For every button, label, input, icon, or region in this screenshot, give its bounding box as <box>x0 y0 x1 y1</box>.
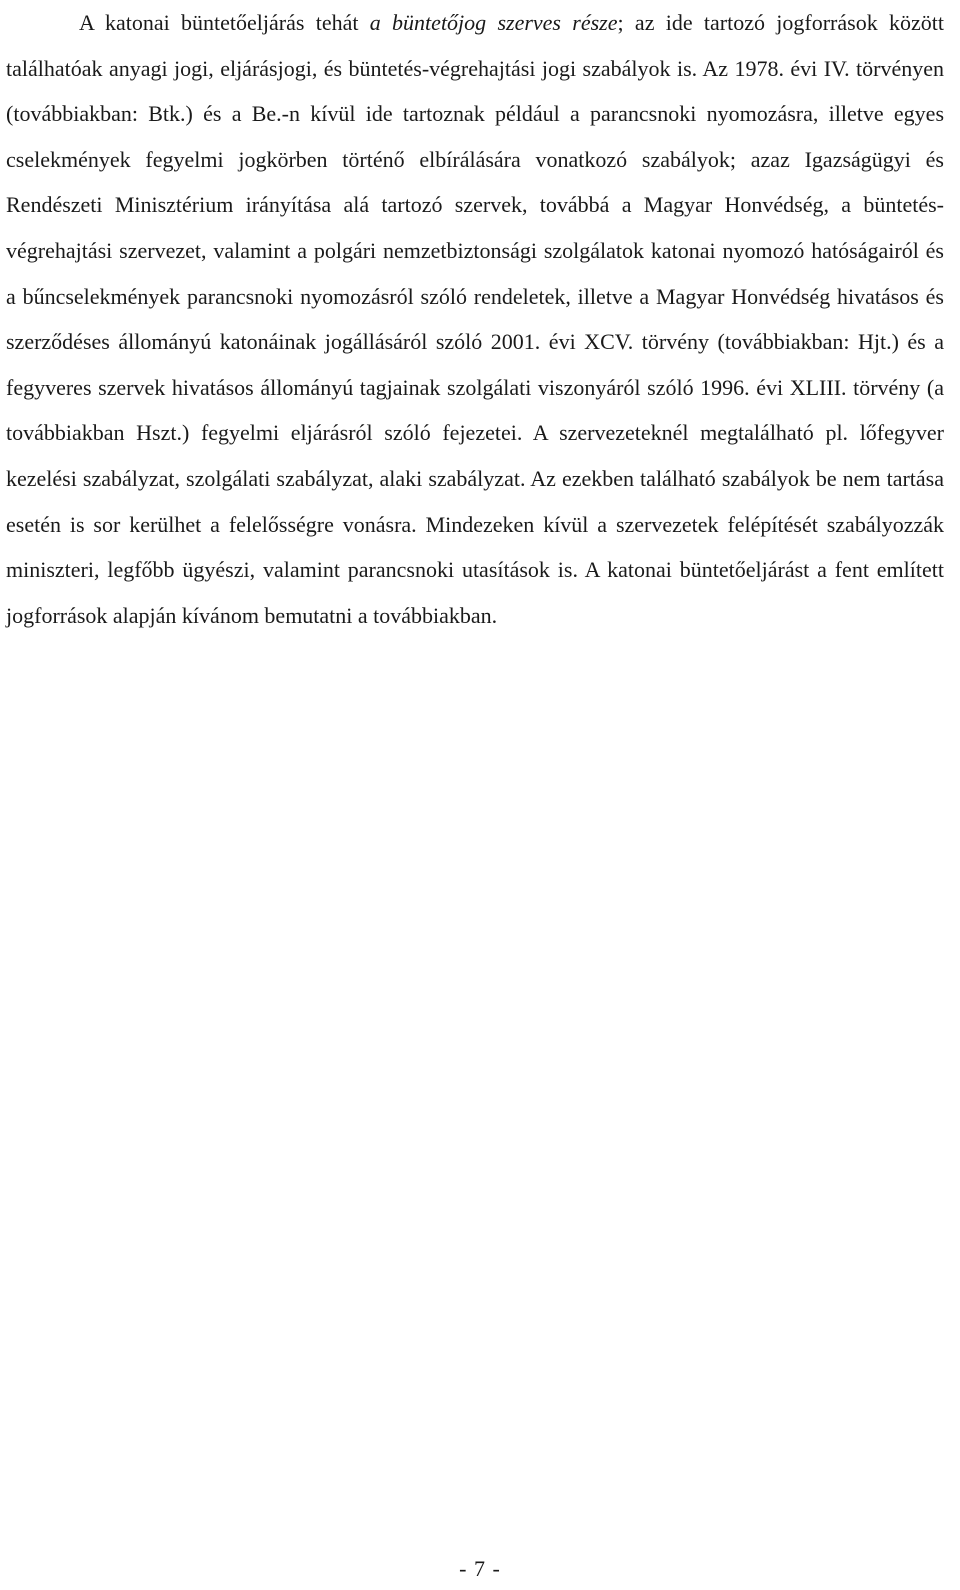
body-paragraph <box>6 0 944 638</box>
paragraph-emphasis: a büntetőjog szerves része <box>369 10 618 35</box>
paragraph-text-start: A katonai büntetőeljárás tehát <box>79 10 370 35</box>
page-number: - 7 - <box>459 1556 501 1581</box>
paragraph-text-rest: ; az ide tartozó jogforrások között találhatóak anyagi jogi, eljárásjogi, és büntetés-végrehajtási jogi szabályok is. Az 1978. évi IV. törvényen (továbbiakban: Btk.) és a Be.-n kívül ide tartoznak például a parancsnoki nyomozásra, illetve egyes cselekmények fegyelmi jogkörben történő elbírálására vonatkozó szabályok; azaz Igazságügyi és Rendészeti Minisztérium irányítása alá tartozó szervek, továbbá a Magyar Honvédség, a büntetés-végrehajtási szervezet, valamint a polgári nemzetbiztonsági szolgálatok katonai nyomozó hatóságairól és a bűncselekmények parancsnoki nyomozásról szóló rendeletek, illetve a Magyar Honvédség hivatásos és szerződéses állományú katonáinak jogállásáról szóló 2001. évi XCV. törvény (továbbiakban: Hjt.) és a fegyveres szervek hivatásos állományú tagjainak szolgálati viszonyáról szóló 1996. évi XLIII. törvény (a továbbiakban Hszt.) fegyelmi eljárásról szóló fejezetei. A szervezeteknél megtalálható pl. lőfegyver kezelési szabályzat, szolgálati szabályzat, alaki szabályzat. Az ezekben található szabályok be nem tartása esetén is sor kerülhet a felelősségre vonásra. Mindezeken kívül a szervezetek felépítését szabályozzák miniszteri, legfőbb ügyészi, valamint parancsnoki utasítások is. A katonai büntetőeljárást a fent említett jogforrások alapján kívánom bemutatni a továbbiakban. <box>6 10 944 628</box>
